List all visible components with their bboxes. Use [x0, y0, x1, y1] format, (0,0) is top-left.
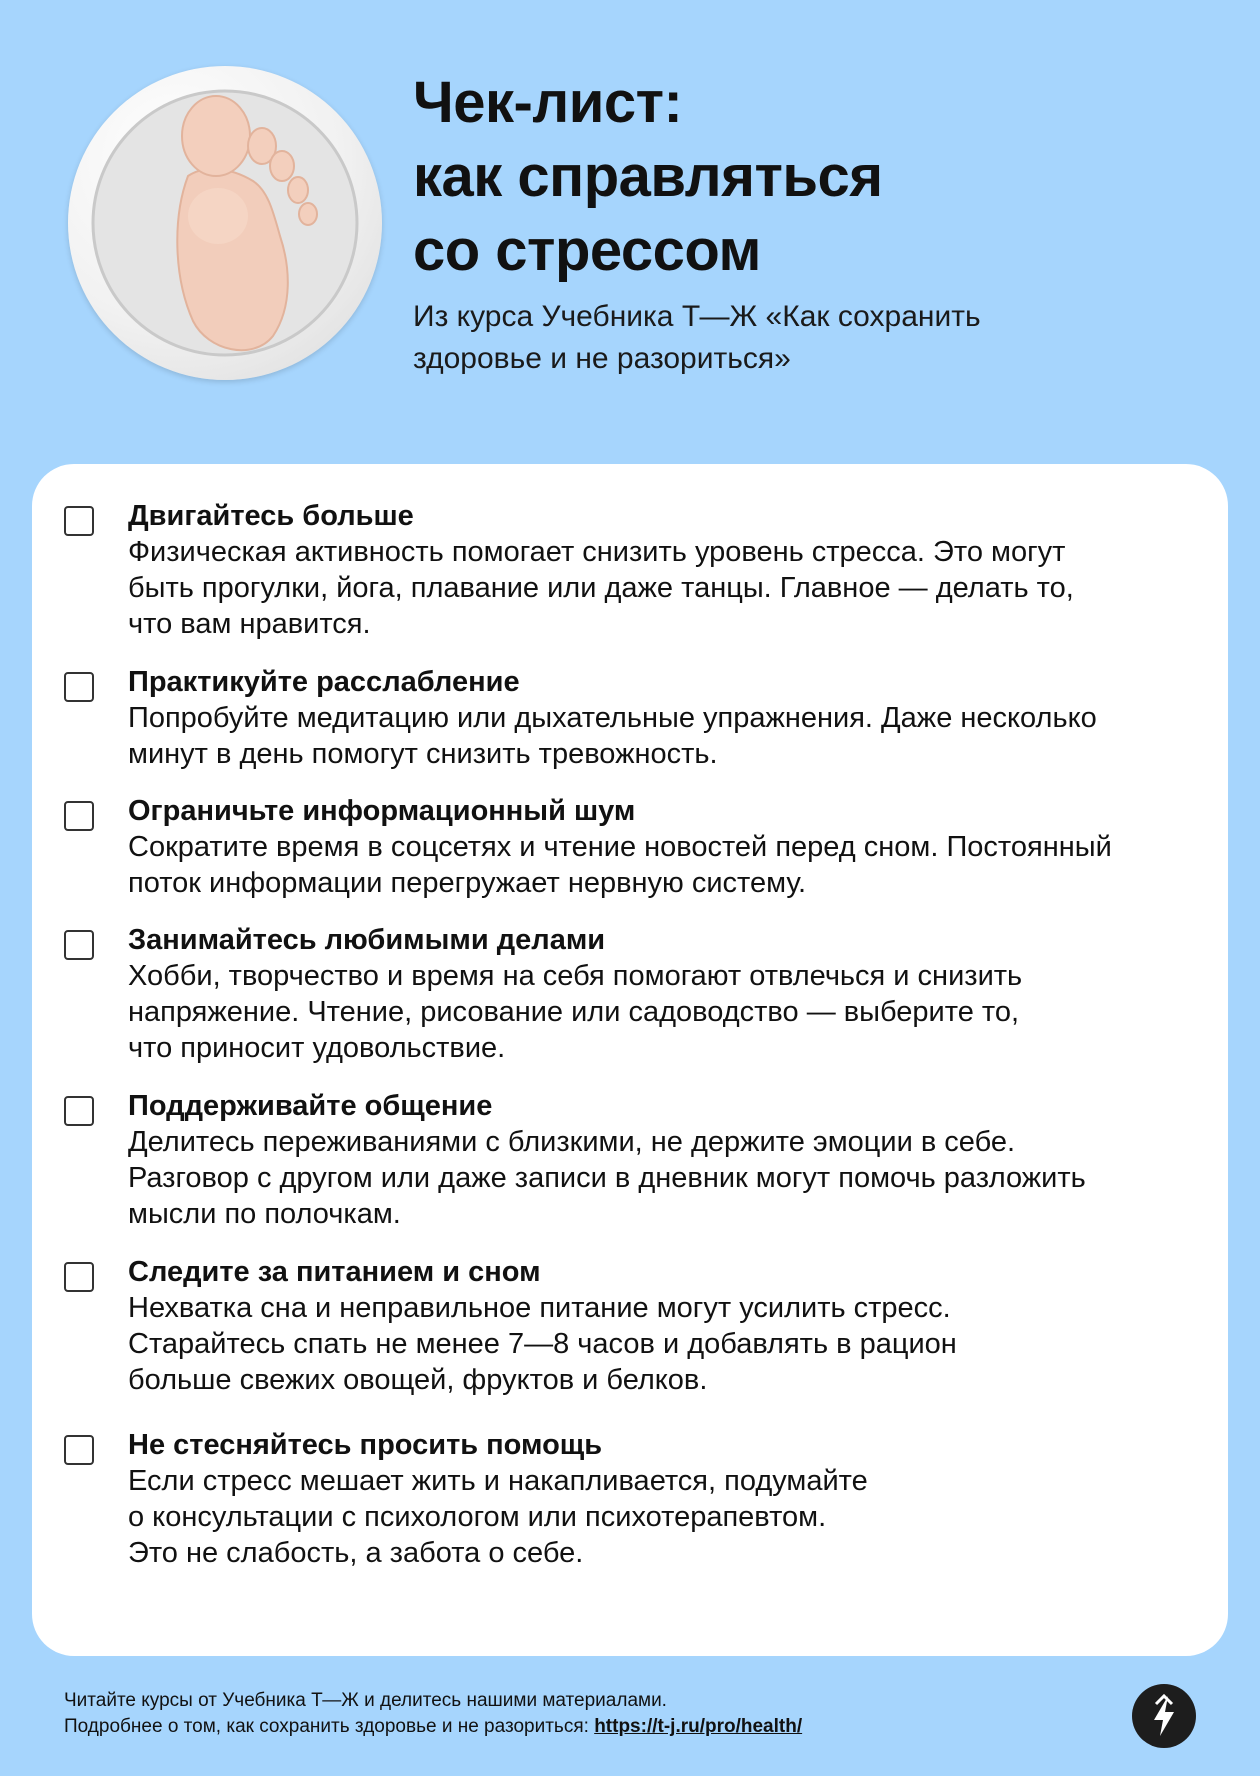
foot-sole-image	[68, 66, 382, 380]
item-line: Если стресс мешает жить и накапливается, подумайте	[128, 1465, 868, 1497]
footer	[64, 1688, 802, 1740]
checkbox[interactable]	[64, 672, 94, 702]
item-title: Практикуйте расслабление	[128, 666, 520, 698]
title-line: Чек-лист:	[413, 70, 683, 135]
item-line: Хобби, творчество и время на себя помогают отвлечься и снизить	[128, 960, 1023, 992]
item-line: Нехватка сна и неправильное питание могут усилить стресс.	[128, 1292, 951, 1324]
footer-link[interactable]: https://t-j.ru/pro/health/	[594, 1716, 803, 1737]
page-subtitle	[413, 296, 981, 380]
title-line: как справляться	[413, 144, 883, 209]
item-line: Разговор с другом или даже записи в дневник могут помочь разложить	[128, 1162, 1086, 1194]
item-title: Ограничьте информационный шум	[128, 795, 636, 827]
item-line: Старайтесь спать не менее 7—8 часов и добавлять в рацион	[128, 1328, 957, 1360]
title-line: со стрессом	[413, 218, 761, 283]
item-line: что вам нравится.	[128, 608, 371, 640]
footer-line	[64, 1714, 802, 1740]
item-line: Попробуйте медитацию или дыхательные упражнения. Даже несколько	[128, 702, 1097, 734]
checklist-card	[32, 464, 1228, 1656]
checkbox[interactable]	[64, 1435, 94, 1465]
lightning-bolt-logo-icon	[1132, 1684, 1196, 1748]
item-line: о консультации с психологом или психотерапевтом.	[128, 1501, 827, 1533]
item-title: Следите за питанием и сном	[128, 1256, 541, 1288]
item-line: мысли по полочкам.	[128, 1198, 401, 1230]
item-line: Это не слабость, а забота о себе.	[128, 1537, 584, 1569]
item-title: Поддерживайте общение	[128, 1090, 493, 1122]
item-title: Не стесняйтесь просить помощь	[128, 1429, 603, 1461]
checkbox[interactable]	[64, 1096, 94, 1126]
item-line: напряжение. Чтение, рисование или садоводство — выберите то,	[128, 996, 1020, 1028]
item-line: что приносит удовольствие.	[128, 1032, 506, 1064]
checkbox[interactable]	[64, 1262, 94, 1292]
foot-sole-icon	[68, 66, 382, 380]
item-line: быть прогулки, йога, плавание или даже танцы. Главное — делать то,	[128, 572, 1074, 604]
item-line: минут в день помогут снизить тревожность.	[128, 738, 718, 770]
item-line: больше свежих овощей, фруктов и белков.	[128, 1364, 708, 1396]
page-title	[413, 66, 883, 288]
checkbox[interactable]	[64, 506, 94, 536]
footer-line: Читайте курсы от Учебника Т—Ж и делитесь нашими материалами.	[64, 1690, 667, 1711]
subtitle-line: здоровье и не разориться»	[413, 342, 791, 375]
item-line: Делитесь переживаниями с близкими, не держите эмоции в себе.	[128, 1126, 1016, 1158]
item-line: Физическая активность помогает снизить уровень стресса. Это могут	[128, 536, 1066, 568]
footer-prefix: Подробнее о том, как сохранить здоровье и не разориться:	[64, 1716, 595, 1737]
item-line: поток информации перегружает нервную систему.	[128, 867, 807, 899]
brand-logo[interactable]	[1132, 1684, 1196, 1748]
item-title: Занимайтесь любимыми делами	[128, 924, 606, 956]
item-line: Сократите время в соцсетях и чтение новостей перед сном. Постоянный	[128, 831, 1112, 863]
checkbox[interactable]	[64, 930, 94, 960]
subtitle-line: Из курса Учебника Т—Ж «Как сохранить	[413, 300, 981, 333]
item-title: Двигайтесь больше	[128, 500, 414, 532]
checkbox[interactable]	[64, 801, 94, 831]
